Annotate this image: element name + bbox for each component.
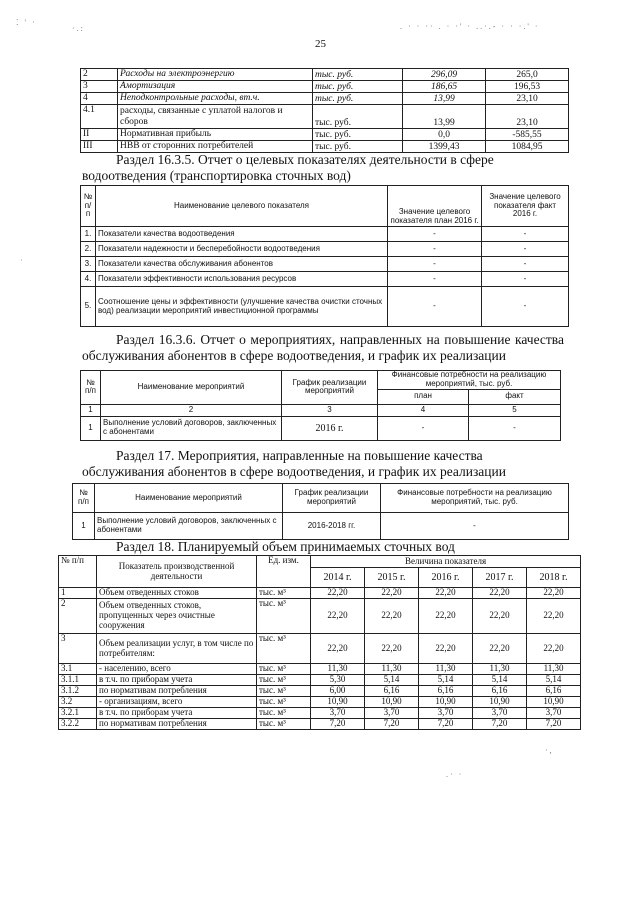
year-value: 22,20 xyxy=(311,634,365,664)
row-number: 3.2.1 xyxy=(59,708,97,719)
year-value: 10,90 xyxy=(365,697,419,708)
year-header: 2018 г. xyxy=(527,568,581,588)
year-value: 11,30 xyxy=(419,664,473,675)
table-row xyxy=(81,272,569,287)
year-header: 2015 г. xyxy=(365,568,419,588)
column-header-indicator: Показатель производственной деятельности xyxy=(97,556,257,588)
table-row xyxy=(59,686,581,697)
year-value: 11,30 xyxy=(311,664,365,675)
indicator-name: в т.ч. по приборам учета xyxy=(97,708,257,719)
unit-cell: тыс. м³ xyxy=(257,719,311,730)
section-18-title: Раздел 18. Планируемый объем принимаемых сточных вод xyxy=(116,539,455,554)
table-row xyxy=(59,675,581,686)
unit-cell: тыс. руб. xyxy=(313,129,403,141)
year-value: 6,16 xyxy=(527,686,581,697)
year-value: 6,00 xyxy=(311,686,365,697)
year-value: 22,20 xyxy=(419,599,473,634)
schedule-value: 2016-2018 гг. xyxy=(283,513,381,540)
year-value: 7,20 xyxy=(311,719,365,730)
table-row xyxy=(81,93,569,105)
column-index: 5 xyxy=(469,404,561,416)
indicator-name: Показатели качества обслуживания абонентов xyxy=(96,257,388,272)
plan-value: 1399,43 xyxy=(403,141,486,153)
target-indicators-table xyxy=(80,185,569,327)
table-row xyxy=(81,287,569,327)
year-value: 22,20 xyxy=(527,634,581,664)
expense-name: Расходы на электроэнергию xyxy=(118,69,313,81)
row-number: 1. xyxy=(81,227,96,242)
measures-plan-table xyxy=(72,483,569,540)
row-number: 4. xyxy=(81,272,96,287)
year-value: 10,90 xyxy=(527,697,581,708)
unit-cell: тыс. м³ xyxy=(257,664,311,675)
table-row xyxy=(59,708,581,719)
measure-name: Выполнение условий договоров, заключенных с абонентами xyxy=(101,416,282,440)
indicator-name: в т.ч. по приборам учета xyxy=(97,675,257,686)
plan-value: - xyxy=(388,242,482,257)
year-value: 22,20 xyxy=(311,588,365,599)
row-number: 2. xyxy=(81,242,96,257)
unit-cell: тыс. м³ xyxy=(257,599,311,634)
table-row xyxy=(59,599,581,634)
column-header-finance: Финансовые потребности на реализацию мероприятий, тыс. руб. xyxy=(378,371,561,390)
measures-report-table xyxy=(80,370,561,441)
unit-cell: тыс. руб. xyxy=(313,105,403,129)
plan-value: 13,99 xyxy=(403,93,486,105)
fact-value: 23,10 xyxy=(486,105,569,129)
row-number: 1 xyxy=(73,513,95,540)
fact-value: - xyxy=(482,227,569,242)
unit-cell: тыс. м³ xyxy=(257,588,311,599)
year-value: 5,14 xyxy=(473,675,527,686)
indicator-name: Показатели надежности и бесперебойности водоотведения xyxy=(96,242,388,257)
scan-noise: . · · ·· . · ·' · ..·.- · · ·.' · xyxy=(400,22,540,31)
row-number: 2 xyxy=(81,69,118,81)
plan-value: - xyxy=(388,272,482,287)
year-value: 10,90 xyxy=(473,697,527,708)
scan-noise: .· · xyxy=(446,770,464,779)
fact-value: 265,0 xyxy=(486,69,569,81)
fact-value: 23,10 xyxy=(486,93,569,105)
table-row xyxy=(59,634,581,664)
year-value: 10,90 xyxy=(419,697,473,708)
row-number: 3.2.2 xyxy=(59,719,97,730)
expense-name: Неподконтрольные расходы, вт.ч. xyxy=(118,93,313,105)
year-value: 7,20 xyxy=(365,719,419,730)
plan-value: 13,99 xyxy=(403,105,486,129)
year-value: 22,20 xyxy=(473,588,527,599)
fact-value: - xyxy=(482,272,569,287)
row-number: 3.1.2 xyxy=(59,686,97,697)
unit-cell: тыс. м³ xyxy=(257,634,311,664)
year-value: 22,20 xyxy=(365,634,419,664)
expense-name: НВВ от сторонних потребителей xyxy=(118,141,313,153)
year-value: 7,20 xyxy=(473,719,527,730)
year-value: 22,20 xyxy=(419,634,473,664)
fact-value: - xyxy=(469,416,561,440)
expense-name: Амортизация xyxy=(118,81,313,93)
column-header-number: № п/п xyxy=(81,186,96,227)
indicator-name: Соотношение цены и эффективности (улучшение качества очистки сточных вод) реализации мероприятий инвестиционной программы xyxy=(96,287,388,327)
year-value: 3,70 xyxy=(311,708,365,719)
expense-name: Нормативная прибыль xyxy=(118,129,313,141)
year-value: 3,70 xyxy=(419,708,473,719)
wastewater-volume-table xyxy=(58,555,581,730)
year-value: 5,14 xyxy=(527,675,581,686)
row-number: 1 xyxy=(59,588,97,599)
section-16-3-6-title: Раздел 16.3.6. Отчет о мероприятиях, направленных на повышение качества обслуживания абонентов в сфере водоотведения, и график их реализации xyxy=(82,332,564,363)
unit-cell: тыс. руб. xyxy=(313,141,403,153)
year-value: 6,16 xyxy=(473,686,527,697)
scan-noise: · xyxy=(20,256,25,265)
year-value: 11,30 xyxy=(365,664,419,675)
fact-value: 1084,95 xyxy=(486,141,569,153)
column-header-measure: Наименование мероприятий xyxy=(95,484,283,513)
column-header-number: № п/п xyxy=(81,371,101,405)
year-value: 22,20 xyxy=(365,588,419,599)
year-value: 3,70 xyxy=(473,708,527,719)
table-row xyxy=(81,227,569,242)
column-header-fact: факт xyxy=(469,389,561,404)
fact-value: 196,53 xyxy=(486,81,569,93)
scan-noise: ⁚ ' · xyxy=(16,18,37,27)
year-value: 5,30 xyxy=(311,675,365,686)
year-value: 6,16 xyxy=(365,686,419,697)
section-16-3-5-title: Раздел 16.3.5. Отчет о целевых показателях деятельности в сфере водоотведения (транспортировка сточных вод) xyxy=(82,152,494,183)
fact-value: - xyxy=(482,287,569,327)
year-value: 11,30 xyxy=(473,664,527,675)
year-value: 5,14 xyxy=(419,675,473,686)
year-value: 5,14 xyxy=(365,675,419,686)
year-header: 2016 г. xyxy=(419,568,473,588)
plan-value: 296,09 xyxy=(403,69,486,81)
year-value: 22,20 xyxy=(527,599,581,634)
plan-value: 0,0 xyxy=(403,129,486,141)
table-row xyxy=(81,81,569,93)
plan-value: - xyxy=(378,416,469,440)
column-index: 1 xyxy=(81,404,101,416)
indicator-name: Объем реализации услуг, в том числе по потребителям: xyxy=(97,634,257,664)
unit-cell: тыс. руб. xyxy=(313,81,403,93)
plan-value: - xyxy=(388,287,482,327)
column-header-unit: Ед. изм. xyxy=(257,556,311,588)
column-index: 4 xyxy=(378,404,469,416)
column-header-indicator: Наименование целевого показателя xyxy=(96,186,388,227)
indicator-name: по нормативам потребления xyxy=(97,686,257,697)
year-value: 7,20 xyxy=(419,719,473,730)
row-number: III xyxy=(81,141,118,153)
fact-value: - xyxy=(482,257,569,272)
year-value: 22,20 xyxy=(365,599,419,634)
page-number: 25 xyxy=(315,38,326,50)
table-row xyxy=(81,69,569,81)
table-row xyxy=(81,242,569,257)
row-number: 4 xyxy=(81,93,118,105)
year-value: 7,20 xyxy=(527,719,581,730)
scan-noise: ·, xyxy=(545,746,554,755)
row-number: 3.1.1 xyxy=(59,675,97,686)
row-number: 4.1 xyxy=(81,105,118,129)
row-number: 3. xyxy=(81,257,96,272)
measure-name: Выполнение условий договоров, заключенных с абонентами xyxy=(95,513,283,540)
unit-cell: тыс. руб. xyxy=(313,69,403,81)
table-row xyxy=(59,697,581,708)
indicator-name: - организациям, всего xyxy=(97,697,257,708)
year-value: 22,20 xyxy=(473,634,527,664)
table-row xyxy=(59,664,581,675)
row-number: 5. xyxy=(81,287,96,327)
section-17-title: Раздел 17. Мероприятия, направленные на повышение качества обслуживания абонентов в сфере водоотведения, и график их реализации xyxy=(82,448,506,479)
schedule-value: 2016 г. xyxy=(282,416,378,440)
unit-cell: тыс. м³ xyxy=(257,697,311,708)
plan-value: - xyxy=(388,227,482,242)
year-value: 6,16 xyxy=(419,686,473,697)
table-row xyxy=(81,105,569,129)
row-number: 3 xyxy=(59,634,97,664)
fact-value: - xyxy=(482,242,569,257)
column-index: 3 xyxy=(282,404,378,416)
expenses-table xyxy=(80,68,569,153)
year-value: 3,70 xyxy=(365,708,419,719)
indicator-name: по нормативам потребления xyxy=(97,719,257,730)
year-header: 2014 г. xyxy=(311,568,365,588)
indicator-name: - населению, всего xyxy=(97,664,257,675)
row-number: 1 xyxy=(81,416,101,440)
table-row xyxy=(59,719,581,730)
row-number: II xyxy=(81,129,118,141)
finance-value: - xyxy=(381,513,569,540)
column-header-measure: Наименование мероприятий xyxy=(101,371,282,405)
year-value: 22,20 xyxy=(419,588,473,599)
scan-noise: ·.: xyxy=(72,24,85,33)
column-header-plan: план xyxy=(378,389,469,404)
indicator-name: Показатели качества водоотведения xyxy=(96,227,388,242)
year-value: 22,20 xyxy=(473,599,527,634)
indicator-name: Показатели эффективности использования ресурсов xyxy=(96,272,388,287)
fact-value: -585,55 xyxy=(486,129,569,141)
column-header-schedule: График реализации мероприятий xyxy=(283,484,381,513)
column-header-number: № п/п xyxy=(59,556,97,588)
row-number: 3.1 xyxy=(59,664,97,675)
column-header-fact: Значение целевого показателя факт 2016 г. xyxy=(482,186,569,227)
row-number: 3 xyxy=(81,81,118,93)
indicator-name: Объем отведенных стоков xyxy=(97,588,257,599)
plan-value: 186,65 xyxy=(403,81,486,93)
row-number: 2 xyxy=(59,599,97,634)
unit-cell: тыс. м³ xyxy=(257,708,311,719)
year-header: 2017 г. xyxy=(473,568,527,588)
column-header-schedule: График реализации мероприятий xyxy=(282,371,378,405)
column-header-finance: Финансовые потребности на реализацию мероприятий, тыс. руб. xyxy=(381,484,569,513)
plan-value: - xyxy=(388,257,482,272)
table-row xyxy=(81,129,569,141)
column-header-plan: Значение целевого показателя план 2016 г. xyxy=(388,186,482,227)
unit-cell: тыс. м³ xyxy=(257,675,311,686)
year-value: 22,20 xyxy=(311,599,365,634)
table-row xyxy=(81,257,569,272)
row-number: 3.2 xyxy=(59,697,97,708)
indicator-name: Объем отведенных стоков, пропущенных через очистные сооружения xyxy=(97,599,257,634)
column-header-values: Величина показателя xyxy=(311,556,581,568)
expense-name: расходы, связанные с уплатой налогов и сборов xyxy=(118,105,313,129)
unit-cell: тыс. руб. xyxy=(313,93,403,105)
year-value: 11,30 xyxy=(527,664,581,675)
table-row xyxy=(59,588,581,599)
column-index: 2 xyxy=(101,404,282,416)
year-value: 3,70 xyxy=(527,708,581,719)
year-value: 22,20 xyxy=(527,588,581,599)
unit-cell: тыс. м³ xyxy=(257,686,311,697)
table-row xyxy=(81,141,569,153)
year-value: 10,90 xyxy=(311,697,365,708)
column-header-number: № п/п xyxy=(73,484,95,513)
